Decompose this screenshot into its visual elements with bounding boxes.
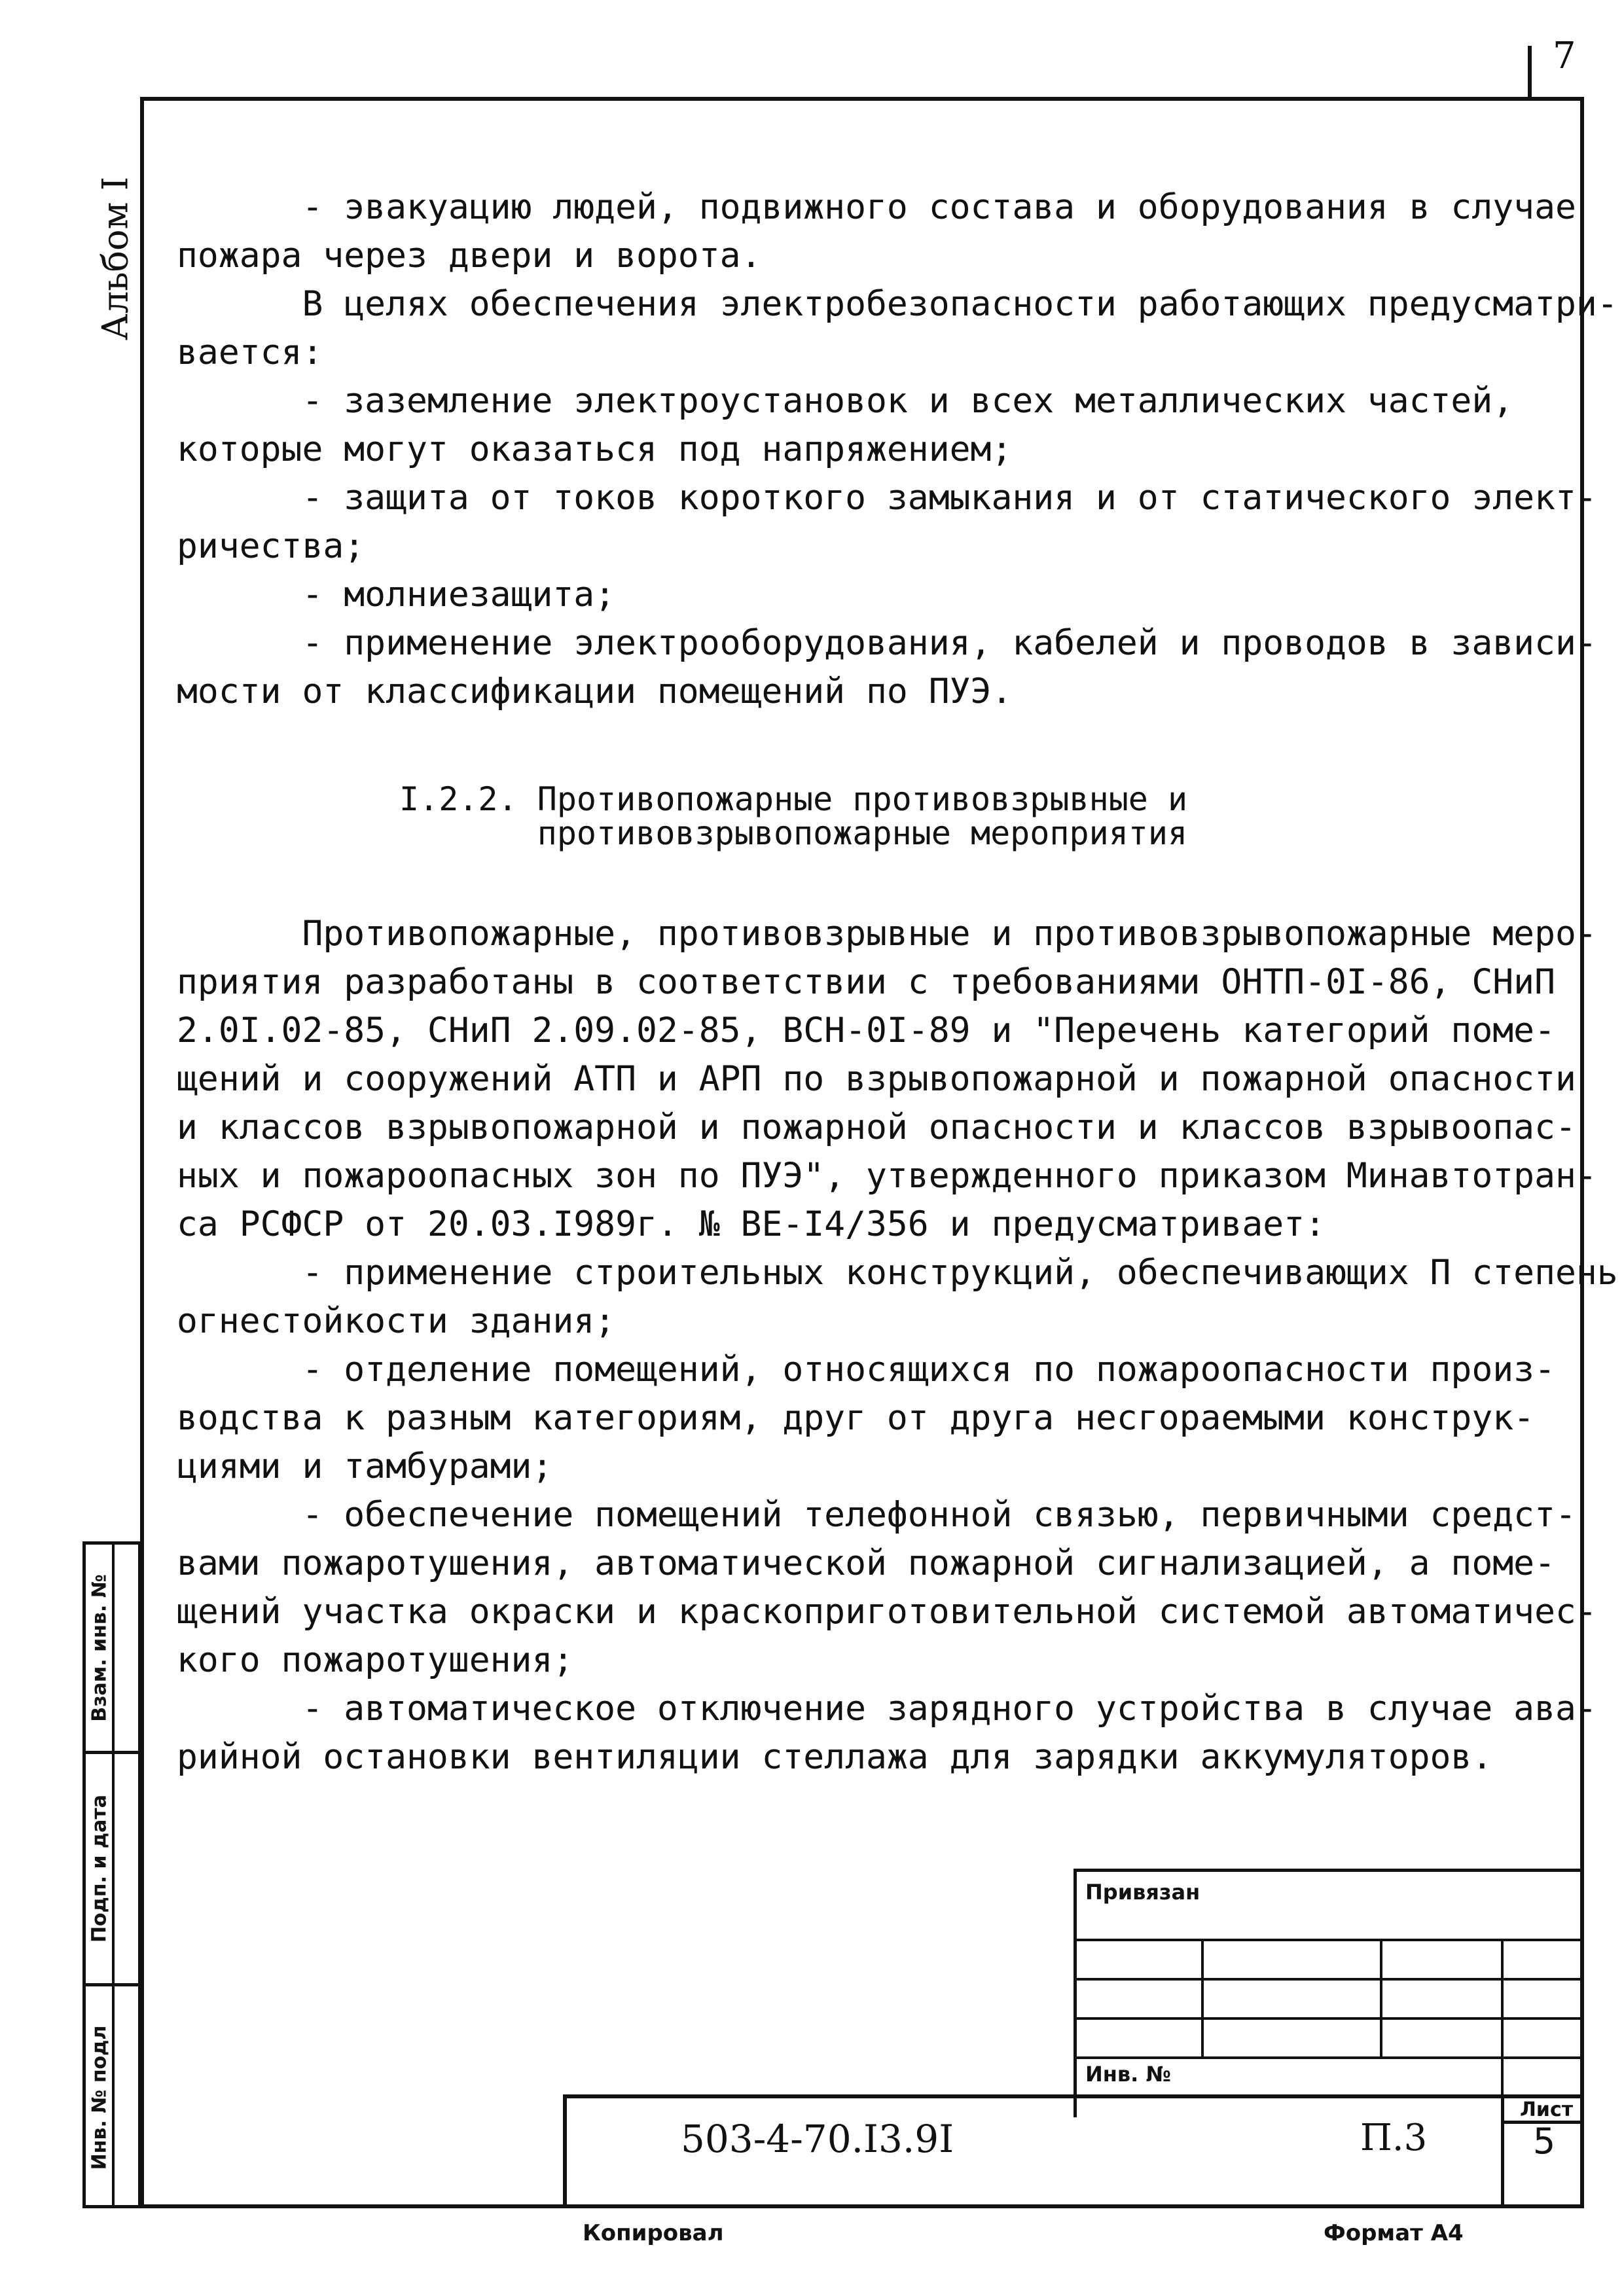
strip-label-inv-podl: Инв. № подл <box>88 2025 111 2170</box>
footer-format: Формат А4 <box>1324 2220 1464 2246</box>
album-label: Альбом I <box>94 176 136 341</box>
title-block-row-line <box>1074 2017 1584 2020</box>
title-block-top-border <box>1074 1869 1584 1872</box>
body-text-part1: - эвакуацию людей, подвижного состава и оборудования в случае пожара через двери и ворота. В целях обеспечения электробезопасности работающих предусматри- вается: - заземление электроустановок и всех металлических частей, которые могут оказаться под напряжением; - защита от токов короткого замыкания и от статического элект- ричества; - молниезащита; - применение электрооборудования, кабелей и проводов в зависи- мости от классификации помещений по ПУЭ. <box>177 187 1618 711</box>
strip-label-vzam-inv: Взам. инв. № <box>88 1573 111 1722</box>
left-stamp-strip <box>82 1541 141 2208</box>
part-number: П.3 <box>1360 2117 1428 2159</box>
title-block-left-border <box>1074 1869 1077 2117</box>
strip-label-podp-data: Подп. и дата <box>88 1794 111 1943</box>
title-block-col-line <box>1201 1939 1204 2056</box>
code-row-left-border <box>563 2094 567 2208</box>
page-number: 7 <box>1553 35 1576 77</box>
sheet-label: Лист <box>1520 2098 1574 2121</box>
footer-kopiroval: Копировал <box>583 2220 724 2246</box>
code-row-top-border <box>563 2094 1584 2098</box>
body-text-part2: Противопожарные, противовзрывные и противовзрывопожарные меро- приятия разработаны в соответствии с требованиями ОНТП-0I-86, СНиП 2.0I.02-85, СНиП 2.09.02-85, ВСН-0I-89 и "Перечень категорий поме- щений и сооружений АТП и АРП по взрывопожарной и пожарной опасности и классов взрывопожарной и пожарной опасности и классов взрывоопас- ных и пожароопасных зон по ПУЭ", утвержденного приказом Минавтотран- са РСФСР от 20.03.I989г. № ВЕ-I4/356 и предусматривает: - применение строительных конструкций, обеспечивающих П степень огнестойкости здания; - отделение помещений, относящихся по пожароопасности произ- водства к разным категориям, друг от друга несгораемыми конструк- циями и тамбурами; - обеспечение помещений телефонной связью, первичными средст- вами пожаротушения, автоматической пожарной сигнализацией, а поме- щений участка окраски и краскоприготовительной системой автоматичес- кого пожаротушения; - автоматическое отключение зарядного устройства в случае ава- рийной остановки вентиляции стеллажа для зарядки аккумуляторов. <box>177 914 1618 1777</box>
section-heading: I.2.2. Противопожарные противовзрывные и противовзрывопожарные мероприятия <box>399 780 1188 852</box>
sheet-cell-left-border <box>1501 2094 1504 2208</box>
title-block-col-line <box>1380 1939 1382 2056</box>
document-code: 503-4-70.I3.9I <box>681 2117 954 2161</box>
privyazan-label: Привязан <box>1085 1880 1200 1905</box>
inv-no-label: Инв. № <box>1085 2062 1171 2087</box>
top-margin-mark <box>1528 46 1532 99</box>
title-block-row-line <box>1074 1978 1584 1981</box>
sheet-number: 5 <box>1532 2121 1556 2162</box>
title-block-row-line <box>1074 2056 1584 2059</box>
title-block-col-line <box>1501 1939 1504 2096</box>
title-block-row-line <box>1074 1939 1584 1941</box>
